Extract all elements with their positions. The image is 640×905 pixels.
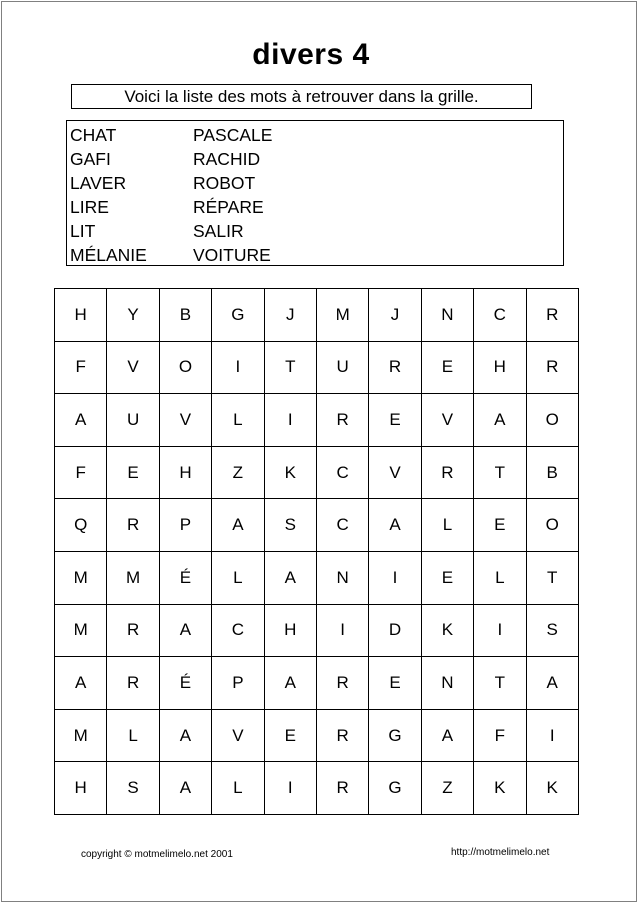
grid-cell[interactable]: Y [107,289,159,342]
grid-cell[interactable]: I [264,394,316,447]
grid-cell[interactable]: V [212,709,264,762]
grid-cell[interactable]: C [316,446,368,499]
grid-cell[interactable]: R [369,341,421,394]
word-list-item: GAFI [70,149,111,169]
grid-cell[interactable]: B [159,289,211,342]
grid-cell[interactable]: G [212,289,264,342]
grid-cell[interactable]: I [526,709,578,762]
grid-cell[interactable]: R [526,289,578,342]
grid-cell[interactable]: A [369,499,421,552]
grid-cell[interactable]: I [264,762,316,815]
grid-cell[interactable]: M [55,709,107,762]
grid-cell[interactable]: E [107,446,159,499]
grid-cell[interactable]: O [526,394,578,447]
grid-cell[interactable]: R [107,499,159,552]
grid-row [55,499,579,552]
copyright-text: copyright © motmelimelo.net 2001 [81,849,233,860]
grid-cell[interactable]: N [421,289,473,342]
grid-cell[interactable]: H [474,341,526,394]
word-list-item: CHAT [70,125,117,145]
grid-cell[interactable]: A [526,657,578,710]
word-list-column-2 [193,123,272,267]
grid-cell[interactable]: I [369,551,421,604]
grid-cell[interactable]: U [316,341,368,394]
grid-cell[interactable]: F [55,341,107,394]
grid-cell[interactable]: E [421,341,473,394]
grid-cell[interactable]: H [264,604,316,657]
grid-cell[interactable]: H [55,762,107,815]
grid-cell[interactable]: T [474,657,526,710]
grid-cell[interactable]: A [421,709,473,762]
grid-cell[interactable]: P [159,499,211,552]
grid-cell[interactable]: K [421,604,473,657]
grid-row [55,446,579,499]
grid-cell[interactable]: R [107,604,159,657]
grid-cell[interactable]: L [212,762,264,815]
grid-cell[interactable]: T [474,446,526,499]
grid-cell[interactable]: O [159,341,211,394]
grid-cell[interactable]: K [264,446,316,499]
grid-row [55,551,579,604]
grid-cell[interactable]: A [55,657,107,710]
grid-row [55,604,579,657]
grid-cell[interactable]: S [107,762,159,815]
word-list-item: LAVER [70,173,127,193]
grid-cell[interactable]: M [316,289,368,342]
word-list-item: LIT [70,221,96,241]
grid-cell[interactable]: L [107,709,159,762]
grid-cell[interactable]: S [526,604,578,657]
grid-cell[interactable]: C [212,604,264,657]
grid-cell[interactable]: M [107,551,159,604]
grid-row [55,762,579,815]
grid-cell[interactable]: R [526,341,578,394]
word-list-column-1 [70,123,147,267]
word-list-item: PASCALE [193,125,273,145]
grid-cell[interactable]: R [316,657,368,710]
grid-cell[interactable]: N [421,657,473,710]
grid-row [55,657,579,710]
site-url: http://motmelimelo.net [451,847,550,858]
grid-cell[interactable]: H [159,446,211,499]
grid-cell[interactable]: J [369,289,421,342]
grid-cell[interactable]: L [212,551,264,604]
grid-cell[interactable]: A [264,551,316,604]
word-list-item: RÉPARE [193,197,264,217]
grid-cell[interactable]: B [526,446,578,499]
word-list-item: MÉLANIE [70,245,147,265]
grid-cell[interactable]: L [474,551,526,604]
grid-cell[interactable]: Q [55,499,107,552]
grid-cell[interactable]: E [369,394,421,447]
grid-cell[interactable]: E [369,657,421,710]
grid-cell[interactable]: D [369,604,421,657]
grid-cell[interactable]: T [264,341,316,394]
word-list-item: LIRE [70,197,109,217]
grid-cell[interactable]: C [474,289,526,342]
grid-cell[interactable]: R [316,394,368,447]
grid-cell[interactable]: A [159,709,211,762]
grid-cell[interactable]: E [264,709,316,762]
instruction-box: Voici la liste des mots à retrouver dans la grille. [71,84,532,109]
grid-cell[interactable]: A [55,394,107,447]
grid-cell[interactable]: V [369,446,421,499]
grid-cell[interactable]: L [212,394,264,447]
grid-row [55,709,579,762]
word-list-item: RACHID [193,149,261,169]
grid-cell[interactable]: A [474,394,526,447]
grid-cell[interactable]: E [474,499,526,552]
word-list-box [66,120,564,266]
grid-cell[interactable]: V [107,341,159,394]
grid-cell[interactable]: E [421,551,473,604]
grid-cell[interactable]: K [526,762,578,815]
grid-cell[interactable]: A [212,499,264,552]
word-list-item: VOITURE [193,245,271,265]
grid-row [55,341,579,394]
grid-cell[interactable]: H [55,289,107,342]
grid-cell[interactable]: V [421,394,473,447]
grid-cell[interactable]: C [316,499,368,552]
grid-cell[interactable]: I [474,604,526,657]
grid-cell[interactable]: I [316,604,368,657]
word-list-item: ROBOT [193,173,256,193]
grid-cell[interactable]: A [159,762,211,815]
grid-cell[interactable]: T [526,551,578,604]
grid-cell[interactable]: O [526,499,578,552]
grid-cell[interactable]: S [264,499,316,552]
grid-cell[interactable]: I [212,341,264,394]
grid-cell[interactable]: U [107,394,159,447]
grid-cell[interactable]: R [316,762,368,815]
grid-cell[interactable]: Z [212,446,264,499]
grid-cell[interactable]: P [212,657,264,710]
grid-row [55,289,579,342]
grid-cell[interactable]: L [421,499,473,552]
grid-cell[interactable]: F [474,709,526,762]
word-search-grid [54,288,579,815]
page-title: divers 4 [252,38,370,71]
grid-cell[interactable]: F [55,446,107,499]
grid-cell[interactable]: R [316,709,368,762]
grid-cell[interactable]: R [107,657,159,710]
grid-cell[interactable]: A [264,657,316,710]
grid-cell[interactable]: G [369,762,421,815]
grid-cell[interactable]: G [369,709,421,762]
grid-cell[interactable]: V [159,394,211,447]
grid-cell[interactable]: A [159,604,211,657]
grid-cell[interactable]: K [474,762,526,815]
grid-cell[interactable]: J [264,289,316,342]
grid-cell[interactable]: É [159,551,211,604]
grid-cell[interactable]: Z [421,762,473,815]
grid-cell[interactable]: N [316,551,368,604]
grid-cell[interactable]: R [421,446,473,499]
grid-cell[interactable]: M [55,604,107,657]
grid-cell[interactable]: M [55,551,107,604]
grid-row [55,394,579,447]
word-list-item: SALIR [193,221,244,241]
grid-cell[interactable]: É [159,657,211,710]
